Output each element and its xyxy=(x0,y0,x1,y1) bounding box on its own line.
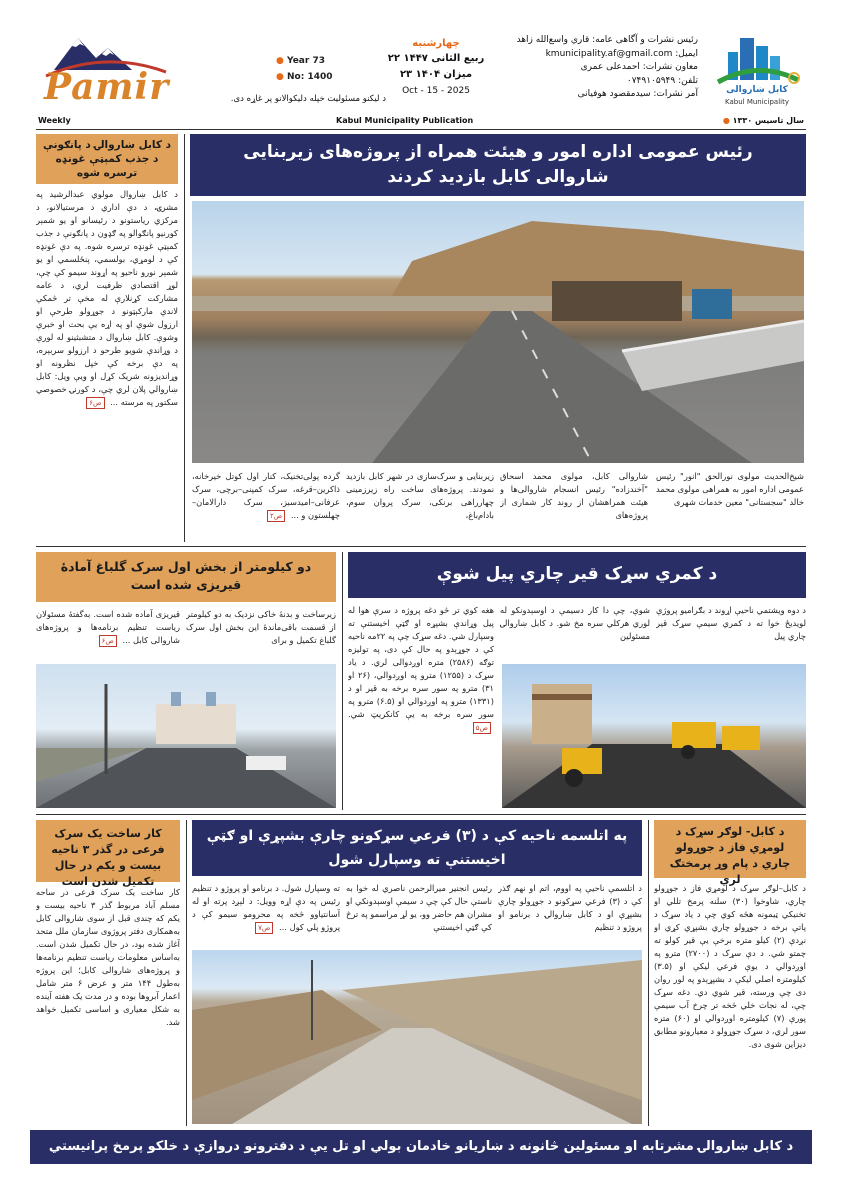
mid-right-text: شوې، چې دا کار دسیمې د اوسېدونکو له لوري هرکلي سره مخ شو. د کابل ښاروالۍ مسئولین xyxy=(500,605,650,641)
date-solar: ۲۳ میزان ۱۴۰۴ xyxy=(399,69,473,80)
bottom-center-title: په اتلسمه ناحیه کې د (۳) فرعي سړکونو چارې بشپړې او ګټې اخیستنې ته وسپارل شول xyxy=(192,820,642,876)
main-story-title: رئیس عمومی اداره امور و هیئت همراه از پروژه‌های زیربنایی شاروالی کابل بازدید کردند xyxy=(190,134,806,196)
divider xyxy=(342,552,343,810)
main-story-text: گرده‌ پولی‌تخنیک، کنار اول کوتل خیرخانه، ذاکرین–قرغه، سرک کمپنی–برچی، سرک عرفانی–امیدسبز، سرک دارالامان–چهلستون و ... xyxy=(192,471,340,520)
bottom-right-title: د کابل- لوګر سړک د لومړي فاز د جوړولو چاري د پام وړ پرمختګ لري xyxy=(654,820,806,878)
main-story-text: شاروالی کابل، مولوی محمد اسحاق "آخندزاده" رئیس انسجام شاروالی‌ها و هیئت همراهشان از روند کار شماری از پروژه‌های xyxy=(500,471,648,520)
publication-label: Kabul Municipality Publication xyxy=(336,116,474,125)
mid-right-photo xyxy=(502,664,806,808)
staff-line: ایمیل: kmunicipality.af@gmail.com xyxy=(545,48,698,59)
municipality-logo xyxy=(708,30,806,110)
divider xyxy=(36,814,806,815)
staff-line: تلفن: ۰۷۴۹۱۰۵۹۴۹ xyxy=(626,75,698,86)
divider xyxy=(184,134,185,542)
date-gregorian: Oct - 15 - 2025 xyxy=(402,86,470,96)
mid-left-col-1 xyxy=(186,608,336,660)
bottom-center-text: د اتلسمې ناحیې په اووم، اتم او نهم ګذر کې د (۳) فرعي سړکونو د جوړولو چارې بشپړې او د کابل ښاروالۍ د برنامو او پروژو د تنظیم xyxy=(498,883,642,932)
main-story-photo xyxy=(192,201,804,463)
weekday: چهارشنبه xyxy=(412,38,460,49)
bottom-left-body xyxy=(36,886,180,1124)
municipality-name-fa: کابل ښاروالی xyxy=(726,85,788,95)
paving-machines-illustration xyxy=(502,664,806,808)
bottom-center-photo xyxy=(192,950,642,1124)
mid-left-text: قیریزی آماده شده است. به‌گفتهٔ مسئولان ریاست تنظیم برنامه‌ها و پروژه‌های شاروالی کابل ... xyxy=(36,609,180,645)
bottom-right-body xyxy=(654,882,806,1124)
main-story-col-1 xyxy=(656,470,804,540)
mid-right-col-2 xyxy=(500,604,650,658)
road-illustration xyxy=(192,201,804,463)
pamir-logo xyxy=(36,30,176,110)
main-story-text: شیخ‌الحدیث مولوی نورالحق "انور" رئیس عمومی اداره امور به همراهی مولوی محمد خالد "سجستانی" معین خدمات شهری xyxy=(656,471,804,507)
page-ref[interactable]: ص۶ xyxy=(86,397,104,409)
bottom-center-text: ته وسپارل شول. د برنامو او پروژو د تنظیم رئیس په دې اړه وویل: د لېږد پرته او له آسانتیاوو څخه په محرومو سیمو کې د پروژو پلي کول ... xyxy=(192,883,340,932)
bottom-center-text: رئیس انجنیر میرالرحمن ناصري له خوا به ناستې حال کې چې د سیمې اوسېدونکي او مشران هم حاضر وو، یو لړ مراسمو په ترڅ کې ګټې اخیستنې xyxy=(346,883,492,932)
lane-wall-illustration xyxy=(192,950,642,1124)
sidebar-top-text: د کابل ښاروال مولوي عبدالرشید په مشرۍ، د دې اداري د مرستیالانو، د مرکزي ریاستونو د رئیسانو او یو شمېر کورنیو پانګوالو په ګډون د پانګونې د جذب کمېټې غونډه ترسره شوه. په دې غونډه کې د لومړي، بولسمي، پنځلسمي او یو شمېر نورو ناحیو په اړوند سیمو کې چې، لوړ اقتصادي ظرفیت لري، د عامه مشارکت کړنلارې له مخې تر څمکې لاندې مارکېټونو د جوړولو طرحې او ارزول شوې او په اړه یې بحث او خبرې وشوې. کابل ښاروال د متشبثینو له لورې د وړاندې شویو طرحو د ارزولو سربېره، په دې برخه کې خپل نظرونه او وړاندیزونه شریک کړل او ویې ویل: کابل ښاروالي پلان لري چې، د کورنۍ خصوصي سکتور په مرسته ... xyxy=(36,189,178,407)
staff-line: رئیس نشرات و آگاهی عامه: قاري واسع‌الله زاهد xyxy=(516,35,698,45)
sidebar-top-title: د کابل ښاروالۍ د پانګونې د جذب کمېټې غونډه ترسره شوه xyxy=(36,134,178,184)
main-story-col-3 xyxy=(346,470,494,540)
staff-line: معاون نشرات: احمدعلی عمری xyxy=(580,62,698,72)
date-block xyxy=(381,36,491,99)
mid-right-text: هغه کوي تر څو دغه پروژه د سرې هوا له پیل وړاندې بشپړه او ګټې اخیستنې ته وسپارل شي. دغه سړک چې په ۲۲مه ناحیه کې د جوړېدو په حال کې دی، په تولیزه توګه (۲۵۸۶) متره اوږدوالی لري. د یاد سړک د (۱۲۵۵) مترو په اوږدوالي، (۲۶ او ۳۱) مترو په سور سره برخه به قیر او د (۱۳۳۱) مترو په اوږدوالي او (۶.۵) مترو په سور سره برخه به یې کانکریټ شي. xyxy=(348,605,494,719)
divider xyxy=(36,129,806,130)
year-label: ● Year 73 xyxy=(276,56,325,66)
issue-number: ● No: 1400 xyxy=(276,72,333,82)
main-story-col-2 xyxy=(500,470,648,540)
divider xyxy=(648,820,649,1126)
divider xyxy=(186,820,187,1126)
municipality-name-en: Kabul Municipality xyxy=(725,98,789,106)
bottom-right-text: د کابل–لوګر سړک د لومړي فاز د جوړولو چاري، شاوخوا (۳۰) سلنه پرمخ تللي او تخنیکي ټیمونه هڅه کوي چې د یاد سړک د پاتې برخه د جوړولو چاري بشپړي کړي او نږدې (۲) کیلو متره برخې یې قیر کولو ته چمتو شي. د دې سړک د (۲۷۰۰) مترو په اوږدوالي د یوې فرعي لیکې او (۳.۵) کیلومتره اصلي لیکې د بشپړېدو په لور روان دی چې ورسته، قیر شوي دي. دغه سړک چې، له نجات خلي څخه تر چرخ آب سیمې پورې (۷) کیلومتره اوږدوالي او (۶۰) متره سور لري، د سړک جوړولو د معیارونو مطابق دیزاین شوی دی. xyxy=(654,883,806,1049)
main-story-col-4 xyxy=(192,470,340,540)
mid-left-photo xyxy=(36,664,336,808)
page-ref[interactable]: ص۷ xyxy=(255,922,273,934)
main-story-text: زیربنایی و سرک‌سازی در شهر کابل بازدید نمودند. پروژه‌های ساخت راه زیرزمینی چهارراهی برنکی، سرک پروان سوم، بادام‌باغ، xyxy=(346,471,494,520)
disclaimer: د لیکنو مسئولیت خپله دلیکوالانو پر غاړه دی. xyxy=(230,94,386,104)
bottom-center-col-2 xyxy=(346,882,492,944)
weekly-label: Weekly xyxy=(38,116,71,125)
staff-line: آمر نشرات: سیدمقصود هوفیانی xyxy=(577,89,698,99)
mid-right-text: د دوه ویشتمي ناحیې اړوند د بګرامیو پروژې لویدیځ خوا ته د کمري سیمې سړک قیر چاري پیل xyxy=(656,605,806,641)
mid-left-text: زیرساخت و بدنهٔ خاکی نزدیک به دو کیلومتر از قسمت باقی‌ماندهٔ این بخش اول سرک گلباغ تکمیل و برای xyxy=(186,609,336,645)
founded-label: ● سال تاسیس ۱۳۳۰ xyxy=(722,116,804,125)
publication-strip xyxy=(36,116,806,128)
bottom-center-col-1 xyxy=(498,882,642,944)
bottom-left-title: کار ساخت یک سرک فرعی در گذر ۳ ناحیه بیست و یکم در حال تکمیل شدن است xyxy=(36,820,180,882)
masthead xyxy=(36,30,806,112)
mid-right-title: د کمري سړک قیر چاري پیل شوې xyxy=(348,552,806,598)
date-hijri: ۲۲ ربیع الثانی ۱۴۴۷ xyxy=(387,53,485,64)
sidebar-top-body xyxy=(36,188,178,540)
bottom-center-col-3 xyxy=(192,882,340,944)
city-skyline-icon xyxy=(708,30,806,86)
footer-banner: د کابل ښاروالۍ مشرتابه او مسئولین څانونه د ښاریانو خادمان بولي او تل یې د دفترونو دروازې د خلکو پرمخ پرانیستي دي. xyxy=(30,1130,812,1164)
divider xyxy=(36,546,806,547)
mid-right-col-1 xyxy=(656,604,806,658)
staff-list xyxy=(488,34,698,102)
bottom-left-text: کار ساخت یک سرک فرعی در ساحه مسلم آباد مربوط گذر ۳ ناحیه بیست و یکم که چندی قبل از سوی شاروالی کابل به‌همکاری دفتر پروژوی سازمان ملل متحد آغاز شده بود، در حال تکمیل شدن است. به‌اساس معلومات ریاست تنظیم برنامه‌ها و پروژه‌های شاروالی کابل؛ این پروژه به‌طول ۱۴۴ متر و عرض ۶ متر شامل اعمار آبروها بوده و در مدت یک هفته آینده به شکل معیاری و اساسی تکمیل خواهد شد. xyxy=(36,887,180,1027)
mid-left-title: دو کیلومتر از بخش اول سرک گلباغ آمادهٔ قیریزی شده است xyxy=(36,552,336,602)
page-ref[interactable]: ص۶ xyxy=(99,635,117,647)
page-ref[interactable]: ص۲ xyxy=(267,510,285,522)
page-ref[interactable]: ص۵ xyxy=(473,722,491,734)
mid-right-col-3 xyxy=(348,604,494,808)
logo-wordmark: Pamir xyxy=(44,66,170,108)
mid-left-col-2 xyxy=(36,608,180,660)
road-building-illustration xyxy=(36,664,336,808)
